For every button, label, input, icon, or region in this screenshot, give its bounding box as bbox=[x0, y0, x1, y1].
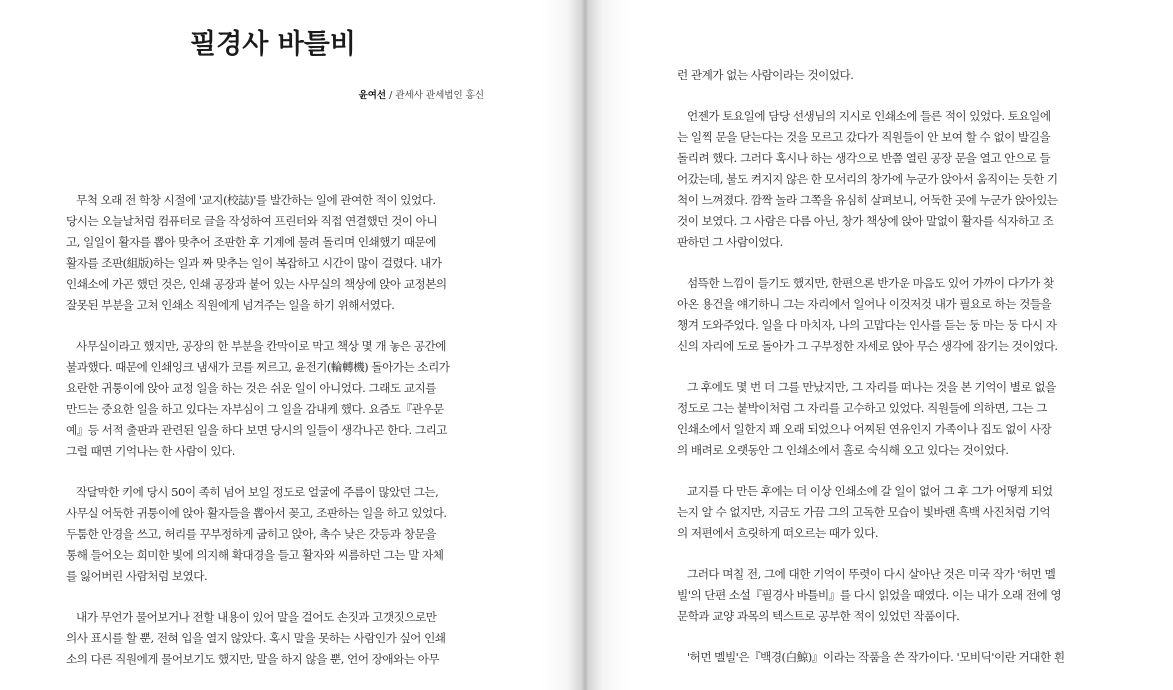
paragraph bbox=[677, 273, 1096, 357]
text-line: 척이 느껴졌다. 깜짝 놀라 그쪽을 유심히 살펴보니, 어둑한 곳에 누군가 앉아있는 bbox=[677, 193, 1058, 207]
text-line: 작달막한 키에 당시 50이 족히 넘어 보일 정도로 얼굴에 주름이 많았던 그는, bbox=[76, 485, 439, 499]
paragraph bbox=[66, 190, 484, 316]
paragraph bbox=[677, 65, 1096, 86]
text-line: 불과했다. 때문에 인쇄잉크 냄새가 코를 찌르고, 윤전기(輪轉機) 돌아가는 소리가 bbox=[66, 360, 450, 374]
text-line: 것이 보였다. 그 사람은 다름 아닌, 창가 책상에 앉아 말없이 활자를 식자하고 조 bbox=[677, 214, 1054, 228]
text-line: 인쇄소에서 일한지 꽤 오래 되었으나 어찌된 연유인지 가족이나 집도 없이 사장 bbox=[677, 422, 1052, 436]
text-line: 요란한 귀퉁이에 앉아 교정 일을 하는 것은 쉬운 일이 아니었다. 그래도 교지를 bbox=[66, 381, 436, 395]
text-line: 만드는 중요한 일을 하고 있다는 자부심이 그 일을 감내케 했다. 요즘도『관우문 bbox=[66, 402, 444, 416]
text-line: 그러다 며칠 전, 그에 대한 기억이 뚜렷이 다시 살아난 것은 미국 작가 '허먼 멜 bbox=[687, 567, 1056, 581]
text-line: 사무실이라고 했지만, 공장의 한 부분을 칸막이로 막고 책상 몇 개 놓은 공간에 bbox=[76, 339, 446, 353]
text-line: 내가 무언가 물어보거나 전할 내용이 있어 말을 걸어도 손짓과 고갯짓으로만 bbox=[76, 610, 437, 624]
text-line: 사무실 어둑한 귀퉁이에 앉아 활자들을 뽑아서 꽂고, 조판하는 일을 하고 있었다. bbox=[66, 506, 447, 520]
left-body-text bbox=[66, 190, 484, 690]
text-line: 당시는 오늘날처럼 컴퓨터로 글을 작성하여 프린터와 직접 연결했던 것이 아니 bbox=[66, 214, 438, 228]
text-line: 그럴 때면 기억나는 한 사람이 있다. bbox=[66, 444, 235, 458]
text-line: 고, 일일이 활자를 뽑아 맞추어 조판한 후 기계에 물려 돌리며 인쇄했기 때문에 bbox=[66, 235, 436, 249]
text-line: 통해 들어오는 희미한 빛에 의지해 확대경을 들고 활자와 씨름하던 그는 말 자체 bbox=[66, 548, 444, 562]
text-line: 무척 오래 전 학창 시절에 '교지(校誌)'를 발간하는 일에 관여한 적이 있었다. bbox=[76, 193, 436, 207]
text-line: 어갔는데, 불도 켜지지 않은 한 모서리의 창가에 누군가 앉아서 움직이는 듯한 기 bbox=[677, 172, 1058, 186]
text-line: 문학과 교양 과목의 텍스트로 공부한 적이 있었던 작품이다. bbox=[677, 609, 960, 623]
text-line: 정도로 그는 붙박이처럼 그 자리를 고수하고 있었다. 직원들에 의하면, 그는 그 bbox=[677, 401, 1047, 415]
paragraph bbox=[677, 481, 1096, 544]
text-line: 잘못된 부분을 고쳐 인쇄소 직원에게 넘겨주는 일을 하기 위해서였다. bbox=[66, 298, 395, 312]
byline-separator: / bbox=[386, 90, 396, 101]
right-page bbox=[586, 0, 1173, 690]
paragraph bbox=[66, 482, 484, 587]
text-line: 를 잃어버린 사람처럼 보였다. bbox=[66, 569, 208, 583]
text-line: 런 관계가 없는 사람이라는 것이었다. bbox=[677, 68, 854, 82]
text-line: 인쇄소에 가곤 했던 것은, 인쇄 공장과 붙어 있는 사무실의 책상에 앉아 교정본의 bbox=[66, 277, 447, 291]
text-line: 챙겨 도와주었다. 일을 다 마치자, 나의 고맙다는 인사를 듣는 둥 마는 둥 다시 자 bbox=[677, 318, 1057, 332]
text-line: 신의 자리에 도로 돌아가 그 구부정한 자세로 앉아 무슨 생각에 잠기는 것이었다. bbox=[677, 339, 1058, 353]
paragraph bbox=[677, 564, 1096, 627]
paragraph bbox=[66, 336, 484, 462]
author-name: 윤여선 bbox=[358, 90, 387, 101]
text-line: 의 배려로 오랫동안 그 인쇄소에서 홀로 숙식해 오고 있다는 것이었다. bbox=[677, 443, 1009, 457]
author-affiliation: 관세사 관세법인 홍신 bbox=[395, 90, 484, 101]
text-line: '허먼 멜빌'은『백경(白鯨)』이라는 작품을 쓴 작가이다. '모비딕'이란 거대한 흰 bbox=[687, 650, 1065, 664]
text-line: 예』등 서적 출판과 관련된 일을 하다 보면 당시의 일들이 생각나곤 한다. 그리고 bbox=[66, 423, 448, 437]
text-line: 섬뜩한 느낌이 들기도 했지만, 한편으론 반가운 마음도 있어 가까이 다가가 찾 bbox=[687, 276, 1054, 290]
text-line: 는 일찍 문을 닫는다는 것을 모르고 갔다가 직원들이 안 보여 할 수 없이 발길을 bbox=[677, 130, 1051, 144]
paragraph bbox=[677, 106, 1096, 253]
text-line: 의 저편에서 흐릿하게 떠오르는 때가 있다. bbox=[677, 526, 879, 540]
text-line: 교지를 다 만든 후에는 더 이상 인쇄소에 갈 일이 없어 그 후 그가 어떻게 되었 bbox=[687, 484, 1053, 498]
text-line: 는지 알 수 없지만, 지금도 가끔 그의 고독한 모습이 빛바랜 흑백 사진처럼 기억 bbox=[677, 505, 1051, 519]
left-page bbox=[0, 0, 586, 690]
text-line: 두툼한 안경을 쓰고, 허리를 꾸부정하게 굽히고 앉아, 촉수 낮은 갓등과 창문을 bbox=[66, 527, 436, 541]
text-line: 활자를 조판(組版)하는 일과 짜 맞추는 일이 복잡하고 시간이 많이 걸렸다. 내가 bbox=[66, 256, 442, 270]
text-line: 그 후에도 몇 번 더 그를 만났지만, 그 자리를 떠나는 것을 본 기억이 별로 없을 bbox=[687, 380, 1056, 394]
byline bbox=[359, 87, 484, 101]
text-line: 빌'의 단편 소설『필경사 바틀비』를 다시 읽었을 때였다. 이는 내가 오래 전에 영 bbox=[677, 588, 1062, 602]
paragraph bbox=[677, 647, 1096, 668]
paragraph bbox=[66, 607, 484, 670]
text-line: 돌리려 했다. 그러다 혹시나 하는 생각으로 반쯤 열린 공장 문을 열고 안으로 들 bbox=[677, 151, 1051, 165]
text-line: 판하던 그 사람이었다. bbox=[677, 235, 783, 249]
text-line: 의사 표시를 할 뿐, 전혀 입을 열지 않았다. 혹시 말을 못하는 사람인가 싶어 인쇄 bbox=[66, 631, 446, 645]
text-line: 언젠가 토요일에 담당 선생님의 지시로 인쇄소에 들른 적이 있었다. 토요일에 bbox=[687, 109, 1051, 123]
article-title: 필경사 바틀비 bbox=[190, 29, 356, 60]
text-line: 소의 다른 직원에게 물어보기도 했지만, 말을 하지 않을 뿐, 언어 장애와는 아무 bbox=[66, 652, 440, 666]
right-body-text bbox=[677, 65, 1096, 688]
text-line: 아온 용건을 얘기하니 그는 자리에서 일어나 이것저것 내가 필요로 하는 것들을 bbox=[677, 297, 1052, 311]
paragraph bbox=[677, 377, 1096, 461]
